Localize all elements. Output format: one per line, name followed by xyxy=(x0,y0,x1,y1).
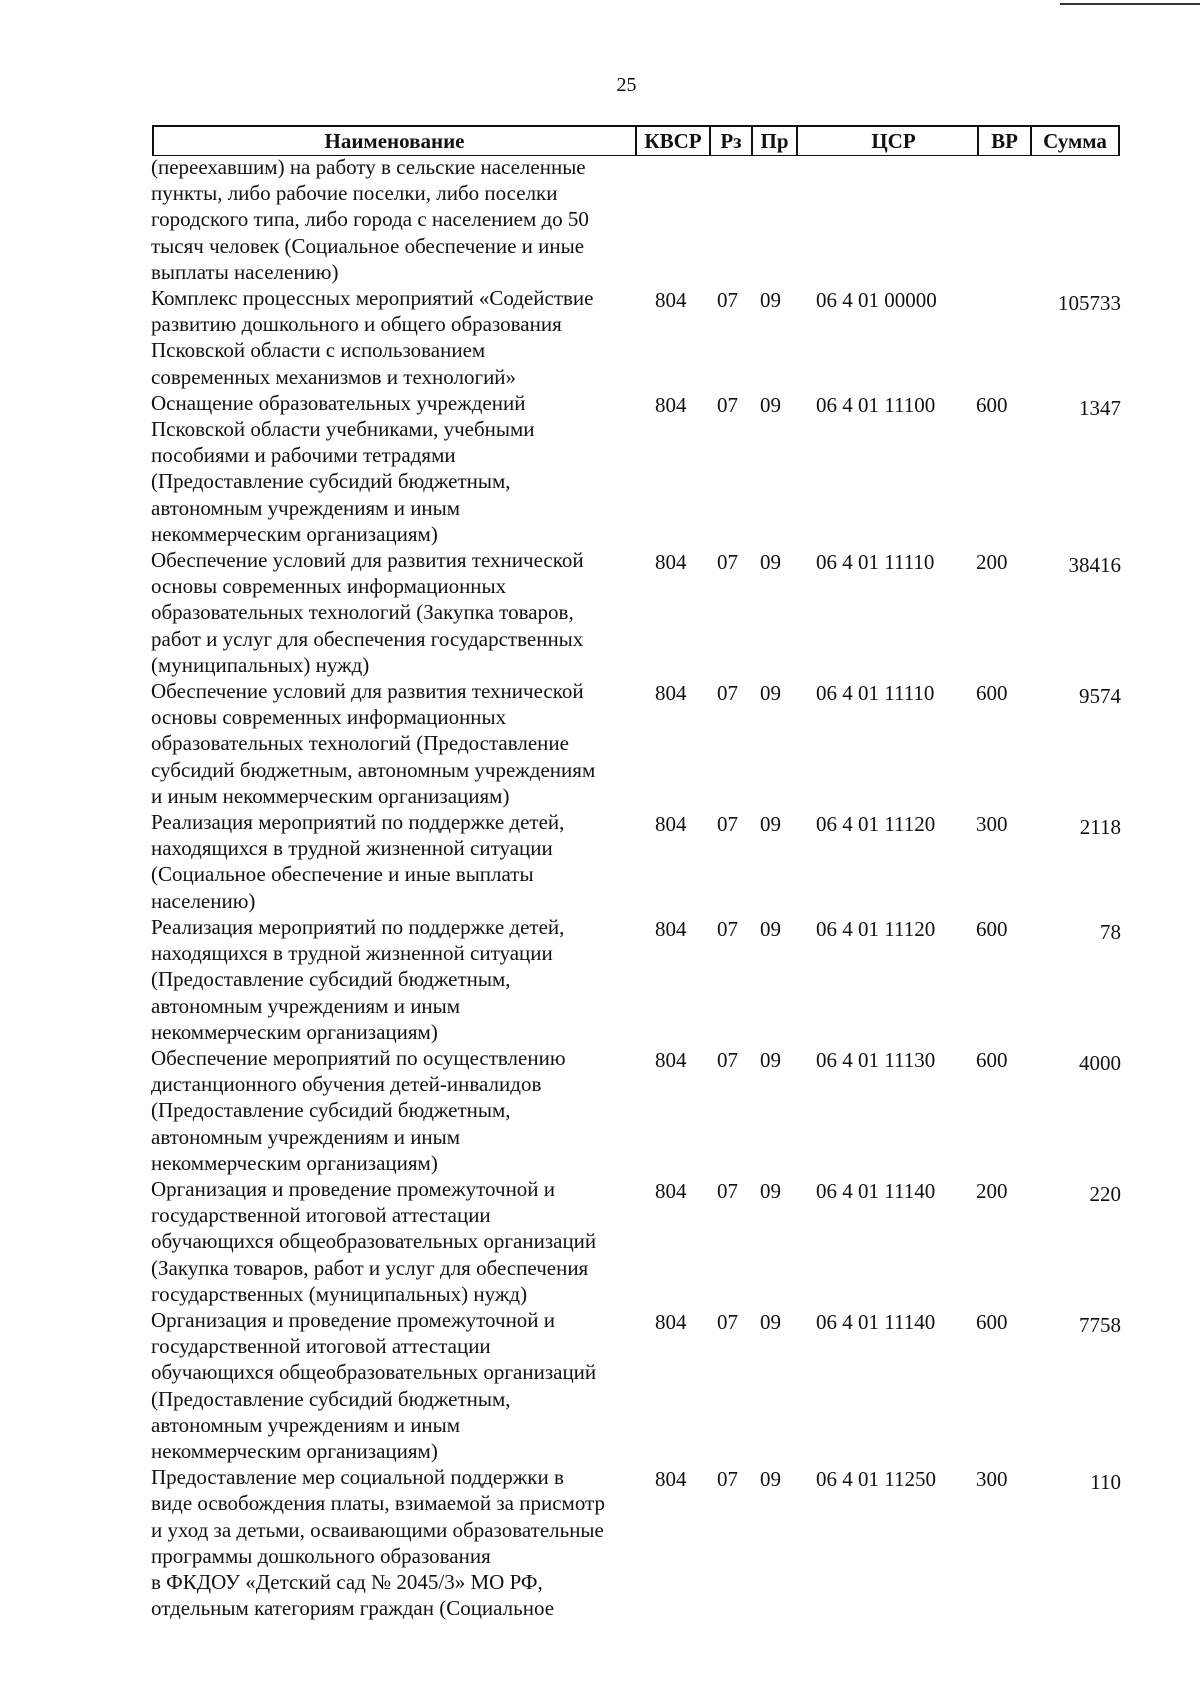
row-csr: 06 4 01 11120 xyxy=(816,916,936,941)
row-kvsr: 804 xyxy=(655,681,687,706)
row-name: Предоставление мер социальной поддержки в виде освобождения платы, взимаемой за присмотр и уход за детьми, осваивающими образовательные программы дошкольного образования в ФКДОУ «Детский сад № 2045/3» МО РФ, отдельным категориям граждан (Социальное xyxy=(151,1465,605,1621)
row-kvsr: 804 xyxy=(655,812,687,837)
row-csr: 06 4 01 11140 xyxy=(816,1309,936,1334)
row-vr: 600 xyxy=(976,1047,1008,1072)
header-rz: Рз xyxy=(709,127,751,155)
table-row xyxy=(151,678,1131,809)
row-kvsr: 804 xyxy=(655,1178,687,1203)
header-pr: Пр xyxy=(751,127,796,155)
table-row xyxy=(151,1045,1131,1176)
row-rz: 07 xyxy=(717,812,738,837)
table-header xyxy=(152,125,1120,156)
table-row xyxy=(151,1176,1131,1307)
row-csr: 06 4 01 11140 xyxy=(816,1178,936,1203)
row-name: Реализация мероприятий по поддержке детей, находящихся в трудной жизненной ситуации (Социальное обеспечение и иные выплаты населению) xyxy=(151,810,565,913)
row-vr: 600 xyxy=(976,392,1008,417)
row-rz: 07 xyxy=(717,681,738,706)
row-summa: 110 xyxy=(1090,1470,1121,1495)
row-pr: 09 xyxy=(760,1309,781,1334)
row-vr: 300 xyxy=(976,812,1008,837)
row-pr: 09 xyxy=(760,1178,781,1203)
header-name: Наименование xyxy=(152,127,635,155)
row-name: Обеспечение мероприятий по осуществлению дистанционного обучения детей-инвалидов (Предоставление субсидий бюджетным, автономным учреждениям и иным некоммерческим организациям) xyxy=(151,1045,566,1175)
row-pr: 09 xyxy=(760,392,781,417)
table-row xyxy=(151,1464,1131,1621)
row-vr: 600 xyxy=(976,916,1008,941)
row-name: Комплекс процессных мероприятий «Содействие развитию дошкольного и общего образования Псковской области с использованием современных механизмов и технологий» xyxy=(151,286,594,389)
table-row xyxy=(151,390,1131,547)
table-row xyxy=(151,1307,1131,1464)
table-body xyxy=(151,154,1131,1621)
row-kvsr: 804 xyxy=(655,916,687,941)
row-vr: 200 xyxy=(976,550,1008,575)
row-vr: 200 xyxy=(976,1178,1008,1203)
row-name: Реализация мероприятий по поддержке детей, находящихся в трудной жизненной ситуации (Предоставление субсидий бюджетным, автономным учреждениям и иным некоммерческим организациям) xyxy=(151,914,565,1044)
row-name: (переехавшим) на работу в сельские населенные пункты, либо рабочие поселки, либо поселки городского типа, либо города с населением до 50 тысяч человек (Социальное обеспечение и иные выплаты населению) xyxy=(151,155,589,284)
row-summa: 2118 xyxy=(1079,815,1121,840)
row-rz: 07 xyxy=(717,1178,738,1203)
table-row xyxy=(151,547,1131,678)
row-summa: 9574 xyxy=(1079,684,1121,709)
header-vr: ВР xyxy=(977,127,1030,155)
row-name: Обеспечение условий для развития технической основы современных информационных образовательных технологий (Закупка товаров, работ и услуг для обеспечения государственных (муниципальных) нужд) xyxy=(151,548,584,677)
table-row xyxy=(151,914,1131,1045)
row-csr: 06 4 01 00000 xyxy=(816,288,937,313)
header-csr: ЦСР xyxy=(871,129,916,153)
header-summa: Сумма xyxy=(1030,127,1120,155)
row-name: Обеспечение условий для развития технической основы современных информационных образовательных технологий (Предоставление субсидий бюджетным, автономным учреждениям и иным некоммерческим организациям) xyxy=(151,679,596,808)
row-pr: 09 xyxy=(760,1047,781,1072)
row-summa: 38416 xyxy=(1068,553,1121,578)
row-csr: 06 4 01 11250 xyxy=(816,1467,936,1492)
row-rz: 07 xyxy=(717,288,738,313)
row-csr: 06 4 01 11120 xyxy=(816,812,936,837)
row-kvsr: 804 xyxy=(655,1467,687,1492)
row-pr: 09 xyxy=(760,1467,781,1492)
row-vr: 600 xyxy=(976,681,1008,706)
row-csr: 06 4 01 11100 xyxy=(816,392,936,417)
row-summa: 78 xyxy=(1100,919,1121,944)
row-summa: 7758 xyxy=(1079,1312,1121,1337)
row-rz: 07 xyxy=(717,1467,738,1492)
row-summa: 1347 xyxy=(1079,395,1121,420)
row-pr: 09 xyxy=(760,812,781,837)
row-summa: 105733 xyxy=(1058,291,1121,316)
header-kvsr: КВСР xyxy=(635,127,709,155)
row-kvsr: 804 xyxy=(655,288,687,313)
row-kvsr: 804 xyxy=(655,392,687,417)
row-rz: 07 xyxy=(717,550,738,575)
row-rz: 07 xyxy=(717,1309,738,1334)
header-gap xyxy=(796,127,810,155)
row-pr: 09 xyxy=(760,916,781,941)
row-kvsr: 804 xyxy=(655,550,687,575)
row-name: Оснащение образовательных учреждений Псковской области учебниками, учебными пособиями и рабочими тетрадями (Предоставление субсидий бюджетным, автономным учреждениям и иным некоммерческим организациям) xyxy=(151,390,535,546)
table-row xyxy=(151,285,1131,390)
row-pr: 09 xyxy=(760,550,781,575)
row-kvsr: 804 xyxy=(655,1047,687,1072)
row-pr: 09 xyxy=(760,681,781,706)
row-pr: 09 xyxy=(760,288,781,313)
table-row xyxy=(151,154,1131,285)
row-rz: 07 xyxy=(717,1047,738,1072)
row-csr: 06 4 01 11130 xyxy=(816,1047,936,1072)
row-summa: 220 xyxy=(1089,1181,1121,1206)
row-vr: 300 xyxy=(976,1467,1008,1492)
row-name: Организация и проведение промежуточной и государственной итоговой аттестации обучающихся общеобразовательных организаций (Предоставление субсидий бюджетным, автономным учреждениям и иным некоммерческим организациям) xyxy=(151,1307,597,1463)
row-rz: 07 xyxy=(717,392,738,417)
row-csr: 06 4 01 11110 xyxy=(816,550,935,575)
row-csr: 06 4 01 11110 xyxy=(816,681,935,706)
row-name: Организация и проведение промежуточной и государственной итоговой аттестации обучающихся общеобразовательных организаций (Закупка товаров, работ и услуг для обеспечения государственных (муниципальных) нужд) xyxy=(151,1176,597,1306)
row-vr: 600 xyxy=(976,1309,1008,1334)
top-edge-rule xyxy=(1060,3,1200,5)
table-row xyxy=(151,809,1131,914)
row-kvsr: 804 xyxy=(655,1309,687,1334)
row-rz: 07 xyxy=(717,916,738,941)
row-summa: 4000 xyxy=(1079,1050,1121,1075)
page-number: 25 xyxy=(616,74,637,96)
